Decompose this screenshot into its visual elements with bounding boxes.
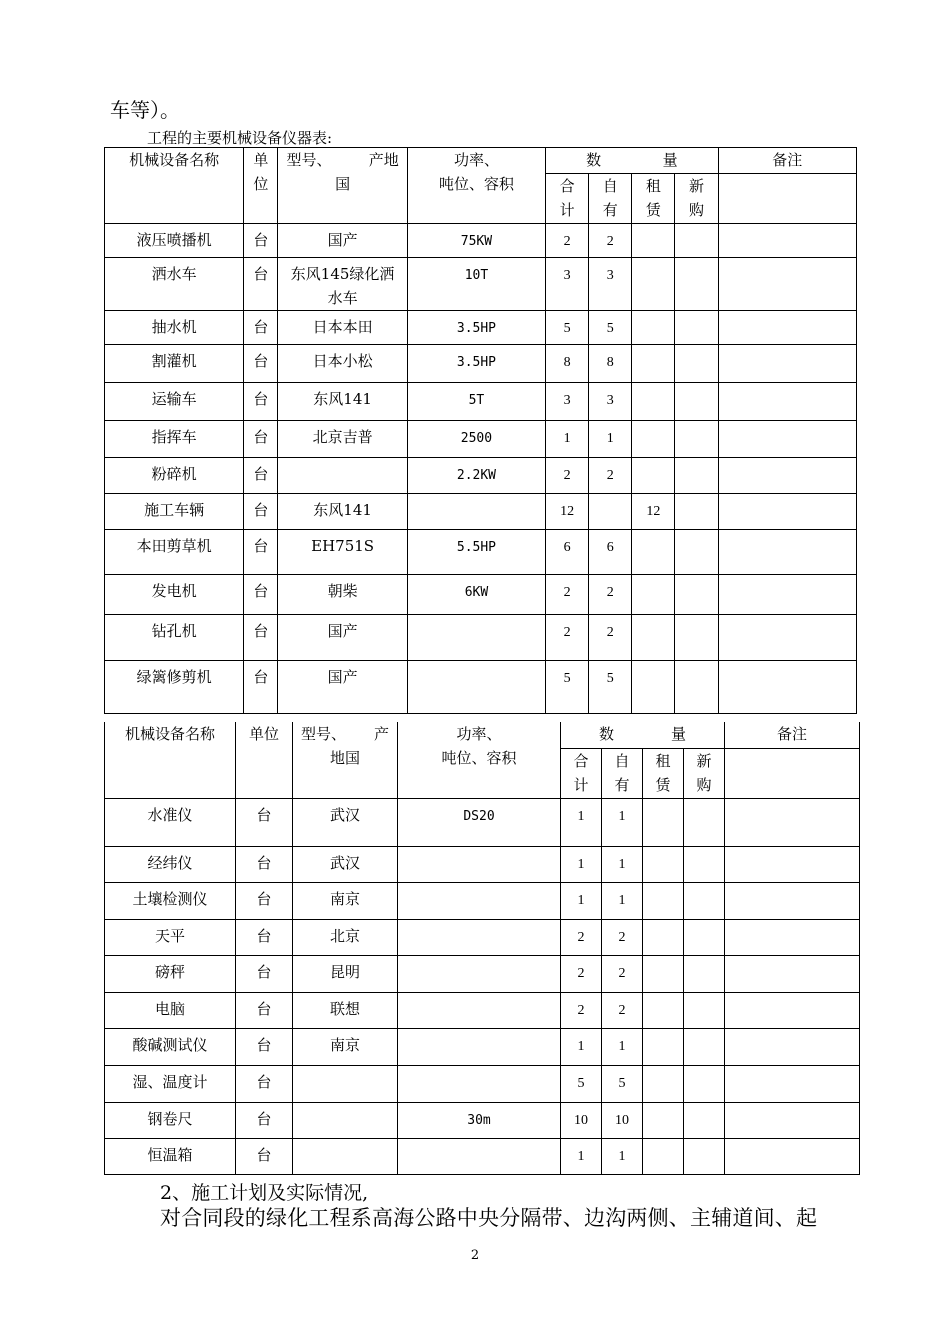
cell-new — [684, 882, 725, 919]
cell-remark — [725, 1138, 860, 1174]
cell-own: 5 — [589, 661, 632, 714]
cell-remark — [718, 458, 856, 494]
cell-power: 30m — [398, 1102, 561, 1138]
cell-name: 洒水车 — [105, 258, 244, 311]
cell-name: 割灌机 — [105, 345, 244, 383]
cell-unit: 台 — [236, 846, 293, 882]
header-rent: 租 赁 — [632, 174, 675, 224]
cell-remark — [725, 919, 860, 955]
cell-power — [398, 919, 561, 955]
cell-remark — [725, 882, 860, 919]
cell-model — [293, 1138, 398, 1174]
cell-model: 朝柴 — [278, 575, 407, 615]
cell-rent — [632, 345, 675, 383]
cell-power — [398, 1065, 561, 1102]
cell-model: 东风141 — [278, 494, 407, 530]
cell-model — [293, 1102, 398, 1138]
cell-model: EH751S — [278, 530, 407, 575]
cell-name: 电脑 — [105, 992, 236, 1028]
section-heading: 2、施工计划及实际情况, — [160, 1182, 369, 1204]
header-own: 自 有 — [589, 174, 632, 224]
cell-power — [398, 846, 561, 882]
cell-unit: 台 — [244, 661, 278, 714]
cell-remark — [725, 1028, 860, 1065]
cell-model: 东风141 — [278, 383, 407, 421]
cell-rent — [643, 798, 684, 846]
cell-unit: 台 — [244, 224, 278, 258]
cell-new — [675, 458, 718, 494]
header-remark-blank — [718, 174, 856, 224]
cell-remark — [718, 258, 856, 311]
cell-name: 施工车辆 — [105, 494, 244, 530]
cell-total: 2 — [561, 955, 602, 992]
cell-name: 恒温箱 — [105, 1138, 236, 1174]
cell-total: 6 — [546, 530, 589, 575]
cell-unit: 台 — [244, 258, 278, 311]
cell-model: 国产 — [278, 615, 407, 661]
cell-rent — [632, 383, 675, 421]
table-row — [105, 421, 857, 458]
cell-new — [684, 1102, 725, 1138]
cell-own: 2 — [602, 955, 643, 992]
cell-name: 绿篱修剪机 — [105, 661, 244, 714]
table-row — [105, 661, 857, 714]
header-quantity: 数 量 — [546, 148, 718, 174]
cell-name: 钻孔机 — [105, 615, 244, 661]
cell-power: 3.5HP — [407, 345, 545, 383]
cell-total: 1 — [561, 1028, 602, 1065]
cell-unit: 台 — [244, 494, 278, 530]
cell-new — [675, 345, 718, 383]
cell-remark — [718, 345, 856, 383]
cell-new — [675, 615, 718, 661]
cell-own: 1 — [602, 1138, 643, 1174]
cell-unit: 台 — [244, 311, 278, 345]
cell-rent — [643, 882, 684, 919]
cell-remark — [718, 530, 856, 575]
table-row — [105, 955, 860, 992]
cell-rent — [632, 458, 675, 494]
table-row — [105, 224, 857, 258]
cell-new — [684, 846, 725, 882]
cell-remark — [725, 955, 860, 992]
cell-name: 抽水机 — [105, 311, 244, 345]
cell-model: 东风145绿化洒水车 — [278, 258, 407, 311]
cell-unit: 台 — [244, 615, 278, 661]
header-own: 自 有 — [602, 748, 643, 798]
cell-total: 5 — [546, 661, 589, 714]
cell-unit: 台 — [244, 575, 278, 615]
instrument-table — [104, 722, 860, 1175]
cell-rent: 12 — [632, 494, 675, 530]
cell-new — [675, 258, 718, 311]
header-unit: 单 位 — [244, 148, 278, 224]
cell-unit: 台 — [244, 458, 278, 494]
cell-total: 2 — [546, 458, 589, 494]
header-rent: 租 赁 — [643, 748, 684, 798]
cell-name: 发电机 — [105, 575, 244, 615]
cell-model: 日本本田 — [278, 311, 407, 345]
cell-model: 南京 — [293, 882, 398, 919]
cell-name: 粉碎机 — [105, 458, 244, 494]
cell-model: 武汉 — [293, 846, 398, 882]
cell-total: 2 — [561, 992, 602, 1028]
cell-unit: 台 — [236, 955, 293, 992]
cell-rent — [632, 224, 675, 258]
table-row — [105, 882, 860, 919]
table-row — [105, 575, 857, 615]
cell-power: 2500 — [407, 421, 545, 458]
cell-unit: 台 — [236, 992, 293, 1028]
cell-rent — [632, 258, 675, 311]
cell-model: 国产 — [278, 661, 407, 714]
cell-total: 1 — [561, 882, 602, 919]
cell-rent — [632, 575, 675, 615]
cell-unit: 台 — [244, 383, 278, 421]
cell-name: 水准仪 — [105, 798, 236, 846]
cell-unit: 台 — [236, 1028, 293, 1065]
cell-model: 联想 — [293, 992, 398, 1028]
header-new: 新 购 — [675, 174, 718, 224]
header-model: 型号、 产地 国 — [278, 148, 407, 224]
cell-own: 6 — [589, 530, 632, 575]
cell-total: 10 — [561, 1102, 602, 1138]
header-remark: 备注 — [718, 148, 856, 174]
cell-new — [675, 530, 718, 575]
cell-rent — [643, 1065, 684, 1102]
cell-total: 2 — [546, 224, 589, 258]
cell-name: 磅秤 — [105, 955, 236, 992]
cell-remark — [725, 1102, 860, 1138]
table-row — [105, 615, 857, 661]
header-total: 合 计 — [546, 174, 589, 224]
cell-total: 12 — [546, 494, 589, 530]
cell-unit: 台 — [236, 1102, 293, 1138]
cell-remark — [725, 798, 860, 846]
cell-rent — [632, 311, 675, 345]
table-row — [105, 992, 860, 1028]
cell-own: 1 — [602, 798, 643, 846]
cell-name: 经纬仪 — [105, 846, 236, 882]
cell-new — [675, 575, 718, 615]
cell-remark — [718, 224, 856, 258]
cell-model: 昆明 — [293, 955, 398, 992]
cell-new — [684, 1138, 725, 1174]
cell-unit: 台 — [236, 1138, 293, 1174]
cell-name: 酸碱测试仪 — [105, 1028, 236, 1065]
cell-own: 3 — [589, 383, 632, 421]
cell-power — [407, 494, 545, 530]
cell-rent — [643, 955, 684, 992]
cell-power: 5.5HP — [407, 530, 545, 575]
cell-name: 钢卷尺 — [105, 1102, 236, 1138]
header-unit: 单位 — [236, 722, 293, 798]
cell-model: 南京 — [293, 1028, 398, 1065]
cell-own: 1 — [602, 1028, 643, 1065]
cell-remark — [718, 494, 856, 530]
cell-own: 2 — [589, 615, 632, 661]
section-body-text: 对合同段的绿化工程系高海公路中央分隔带、边沟两侧、主辅道间、起 — [160, 1206, 818, 1230]
cell-own: 2 — [602, 992, 643, 1028]
cell-rent — [643, 1138, 684, 1174]
cell-rent — [632, 661, 675, 714]
cell-total: 2 — [546, 615, 589, 661]
cell-total: 1 — [561, 1138, 602, 1174]
cell-model — [278, 458, 407, 494]
intro-text-tail: 车等）。 — [110, 98, 180, 122]
cell-name: 湿、温度计 — [105, 1065, 236, 1102]
cell-own: 2 — [589, 224, 632, 258]
cell-total: 1 — [561, 846, 602, 882]
cell-new — [684, 919, 725, 955]
cell-name: 指挥车 — [105, 421, 244, 458]
header-model: 型号、 产 地国 — [293, 722, 398, 798]
cell-own: 5 — [602, 1065, 643, 1102]
cell-rent — [632, 421, 675, 458]
cell-model: 日本小松 — [278, 345, 407, 383]
cell-power — [398, 992, 561, 1028]
cell-new — [675, 311, 718, 345]
table-row — [105, 530, 857, 575]
table-row — [105, 383, 857, 421]
table-caption: 工程的主要机械设备仪器表: — [147, 129, 333, 147]
cell-total: 1 — [546, 421, 589, 458]
cell-rent — [643, 1102, 684, 1138]
cell-power: 3.5HP — [407, 311, 545, 345]
cell-own: 2 — [602, 919, 643, 955]
cell-new — [684, 798, 725, 846]
cell-new — [684, 1028, 725, 1065]
cell-remark — [718, 615, 856, 661]
cell-model: 北京 — [293, 919, 398, 955]
cell-power — [398, 1028, 561, 1065]
cell-new — [675, 421, 718, 458]
cell-power — [398, 955, 561, 992]
cell-unit: 台 — [236, 882, 293, 919]
table-row — [105, 494, 857, 530]
cell-own: 8 — [589, 345, 632, 383]
cell-rent — [632, 615, 675, 661]
cell-new — [675, 661, 718, 714]
cell-rent — [643, 919, 684, 955]
cell-remark — [725, 846, 860, 882]
cell-remark — [718, 575, 856, 615]
cell-total: 3 — [546, 258, 589, 311]
cell-new — [675, 494, 718, 530]
cell-remark — [725, 1065, 860, 1102]
cell-total: 5 — [546, 311, 589, 345]
cell-remark — [718, 421, 856, 458]
cell-unit: 台 — [244, 421, 278, 458]
cell-power: 6KW — [407, 575, 545, 615]
table-row — [105, 846, 860, 882]
cell-model — [293, 1065, 398, 1102]
cell-power: 2.2KW — [407, 458, 545, 494]
cell-power — [407, 661, 545, 714]
cell-unit: 台 — [236, 1065, 293, 1102]
cell-unit: 台 — [236, 798, 293, 846]
header-power: 功率、 吨位、容积 — [398, 722, 561, 798]
header-quantity: 数 量 — [561, 722, 725, 748]
cell-unit: 台 — [236, 919, 293, 955]
cell-model: 北京吉普 — [278, 421, 407, 458]
cell-rent — [643, 1028, 684, 1065]
page-number: 2 — [470, 1248, 480, 1263]
cell-own: 3 — [589, 258, 632, 311]
cell-new — [684, 1065, 725, 1102]
cell-rent — [643, 846, 684, 882]
cell-unit: 台 — [244, 530, 278, 575]
cell-total: 2 — [561, 919, 602, 955]
cell-power — [398, 882, 561, 919]
cell-total: 1 — [561, 798, 602, 846]
table-row — [105, 798, 860, 846]
header-name: 机械设备名称 — [105, 148, 244, 224]
cell-remark — [725, 992, 860, 1028]
cell-power — [398, 1138, 561, 1174]
cell-own: 2 — [589, 575, 632, 615]
table-row — [105, 1102, 860, 1138]
header-power: 功率、 吨位、容积 — [407, 148, 545, 224]
cell-model: 武汉 — [293, 798, 398, 846]
cell-name: 液压喷播机 — [105, 224, 244, 258]
cell-own: 1 — [589, 421, 632, 458]
cell-new — [684, 992, 725, 1028]
cell-power — [407, 615, 545, 661]
cell-name: 运输车 — [105, 383, 244, 421]
cell-own: 10 — [602, 1102, 643, 1138]
cell-total: 2 — [546, 575, 589, 615]
cell-total: 8 — [546, 345, 589, 383]
cell-own — [589, 494, 632, 530]
header-remark: 备注 — [725, 722, 860, 748]
cell-total: 5 — [561, 1065, 602, 1102]
cell-rent — [632, 530, 675, 575]
table-row — [105, 258, 857, 311]
cell-name: 土壤检测仪 — [105, 882, 236, 919]
cell-new — [675, 224, 718, 258]
table-row — [105, 458, 857, 494]
cell-rent — [643, 992, 684, 1028]
machinery-table — [104, 147, 857, 714]
header-name: 机械设备名称 — [105, 722, 236, 798]
table-row — [105, 919, 860, 955]
cell-model: 国产 — [278, 224, 407, 258]
cell-remark — [718, 383, 856, 421]
cell-unit: 台 — [244, 345, 278, 383]
header-remark-blank — [725, 748, 860, 798]
header-total: 合 计 — [561, 748, 602, 798]
cell-own: 5 — [589, 311, 632, 345]
cell-power: 10T — [407, 258, 545, 311]
table-row — [105, 1065, 860, 1102]
cell-new — [675, 383, 718, 421]
cell-own: 1 — [602, 882, 643, 919]
cell-name: 本田剪草机 — [105, 530, 244, 575]
cell-remark — [718, 311, 856, 345]
table-row — [105, 1028, 860, 1065]
cell-name: 天平 — [105, 919, 236, 955]
cell-power: DS20 — [398, 798, 561, 846]
cell-power: 75KW — [407, 224, 545, 258]
cell-power: 5T — [407, 383, 545, 421]
cell-remark — [718, 661, 856, 714]
cell-total: 3 — [546, 383, 589, 421]
table-row — [105, 345, 857, 383]
table-row — [105, 1138, 860, 1174]
cell-own: 1 — [602, 846, 643, 882]
table-row — [105, 311, 857, 345]
cell-own: 2 — [589, 458, 632, 494]
header-new: 新 购 — [684, 748, 725, 798]
cell-new — [684, 955, 725, 992]
